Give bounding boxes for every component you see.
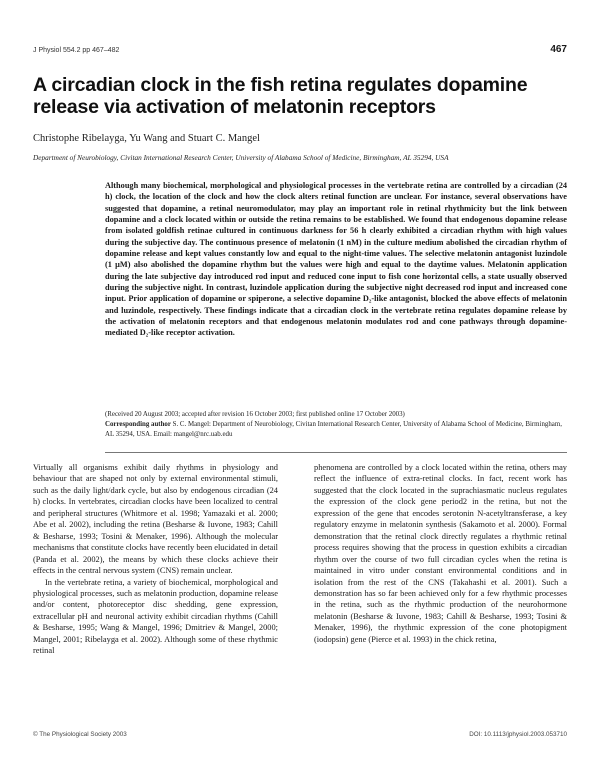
page-number: 467 — [550, 44, 567, 55]
correspondence-label: Corresponding author — [105, 421, 171, 428]
article-title: A circadian clock in the fish retina regulates dopamine release via activation of melatonin receptors — [33, 74, 528, 118]
doi: DOI: 10.1113/jphysiol.2003.053710 — [469, 731, 567, 738]
copyright: © The Physiological Society 2003 — [33, 731, 127, 738]
affiliation: Department of Neurobiology, Civitan International Research Center, University of Alabama School of Medicine, Birmingham, AL 35294, USA — [33, 153, 449, 162]
body-column-right — [314, 462, 567, 645]
body-paragraph: Virtually all organisms exhibit daily rhythms in physiology and behaviour that are shaped not only by external environmental stimuli, such as the daily light/dark cycle, but also by endogenous circadian (24 h) clocks. In vertebrates, circadian clocks have been localized to central and peripheral structures (Whitmore et al. 1998; Yamazaki et al. 2000; Abe et al. 2002), including the retina (Besharse & Iuvone, 1983; Cahill & Besharse, 1993; Tosini & Menaker, 1996). Although the molecular mechanisms that constitute clocks have recently been elucidated in detail (Panda et al. 2002), the means by which these clocks achieve their effects in the central nervous system (CNS) remain unclear. — [33, 463, 278, 576]
author-list: Christophe Ribelayga, Yu Wang and Stuart C. Mangel — [33, 133, 260, 144]
section-divider — [105, 452, 567, 453]
body-paragraph: In the vertebrate retina, a variety of biochemical, morphological and physiological processes, such as melatonin production, dopamine release and/or content, photoreceptor disc shedding, gene expression, extracellular pH and neuronal activity exhibit circadian rhythms (Cahill & Besharse, 1995; Wang & Mangel, 1996; Dmitriev & Mangel, 2000; Mangel, 2001; Ribelayga et al. 2002). Although some of these rhythmic retinal — [33, 577, 278, 656]
abstract: Although many biochemical, morphological and physiological processes in the vertebrate retina are controlled by a circadian (24 h) clock, the location of the clock and how the clock alters retinal function are unclear. For instance, several observations have suggested that dopamine, a retinal neuromodulator, may play an important role in retinal rhythmicity but the link between dopamine and a clock located within or outside the retina remains to be established. We found that endogenous dopamine release from isolated goldfish retinae cultured in continuous darkness for 56 h clearly exhibited a circadian rhythm with high values during the subjective day. The continuous presence of melatonin (1 nM) in the culture medium abolished the circadian rhythm of dopamine release and kept values constantly low and equal to the night-time values. The selective melatonin antagonist luzindole (1 μM) also abolished the dopamine rhythm but the values were high and equal to the daytime values. Melatonin application during the late subjective day introduced rod input and reduced cone input to fish cone horizontal cells, a state usually observed during the subjective night. In contrast, luzindole application during the subjective night decreased rod input and increased cone input. Prior application of dopamine or spiperone, a selective dopamine D₂-like antagonist, blocked the above effects of melatonin and luzindole, respectively. These findings indicate that a circadian clock in the vertebrate retina regulates dopamine release by the activation of melatonin receptors and that endogenous melatonin modulates rod and cone pathways through dopamine-mediated D₂-like receptor activation. — [105, 181, 567, 338]
correspondence-text: S. C. Mangel: Department of Neurobiology, Civitan International Research Center, University of Alabama School of Medicine, Birmingham, AL 35294, USA. Email: mangel@nrc.uab.edu — [105, 421, 562, 438]
received-dates: (Received 20 August 2003; accepted after revision 16 October 2003; first published online 17 October 2003) — [105, 411, 405, 418]
article-metadata — [105, 410, 567, 440]
body-column-left — [33, 462, 278, 657]
body-paragraph: phenomena are controlled by a clock located within the retina, others may reflect the influence of extra-retinal clocks. In fact, recent work has suggested that the clock located in the suprachiasmatic nucleus regulates the expression of the clock gene period2 in the retina, but not the expression of the gene that encodes serotonin N-acetyltransferase, a key regulatory enzyme in melatonin synthesis (Sakamoto et al. 2000). Formal demonstration that the retinal clock directly regulates a rhythmic retinal process requires showing that the process in question exhibits a circadian rhythm over the course of two full circadian cycles when the retina is maintained in vitro under constant environmental conditions and in isolation from the rest of the CNS (Takahashi et al. 2001). Such a demonstration has so far been achieved only for a few rhythmic processes in the retina, such as the rhythmic production of the neurohormone melatonin (Besharse & Iuvone, 1983; Cahill & Besharse, 1993; Tosini & Menaker, 1996), the rhythmic expression of the cone photopigment (iodopsin) gene (Pierce et al. 1993) in the chick retina, — [314, 463, 567, 644]
correspondence — [105, 420, 567, 440]
journal-citation: J Physiol 554.2 pp 467–482 — [33, 47, 120, 54]
